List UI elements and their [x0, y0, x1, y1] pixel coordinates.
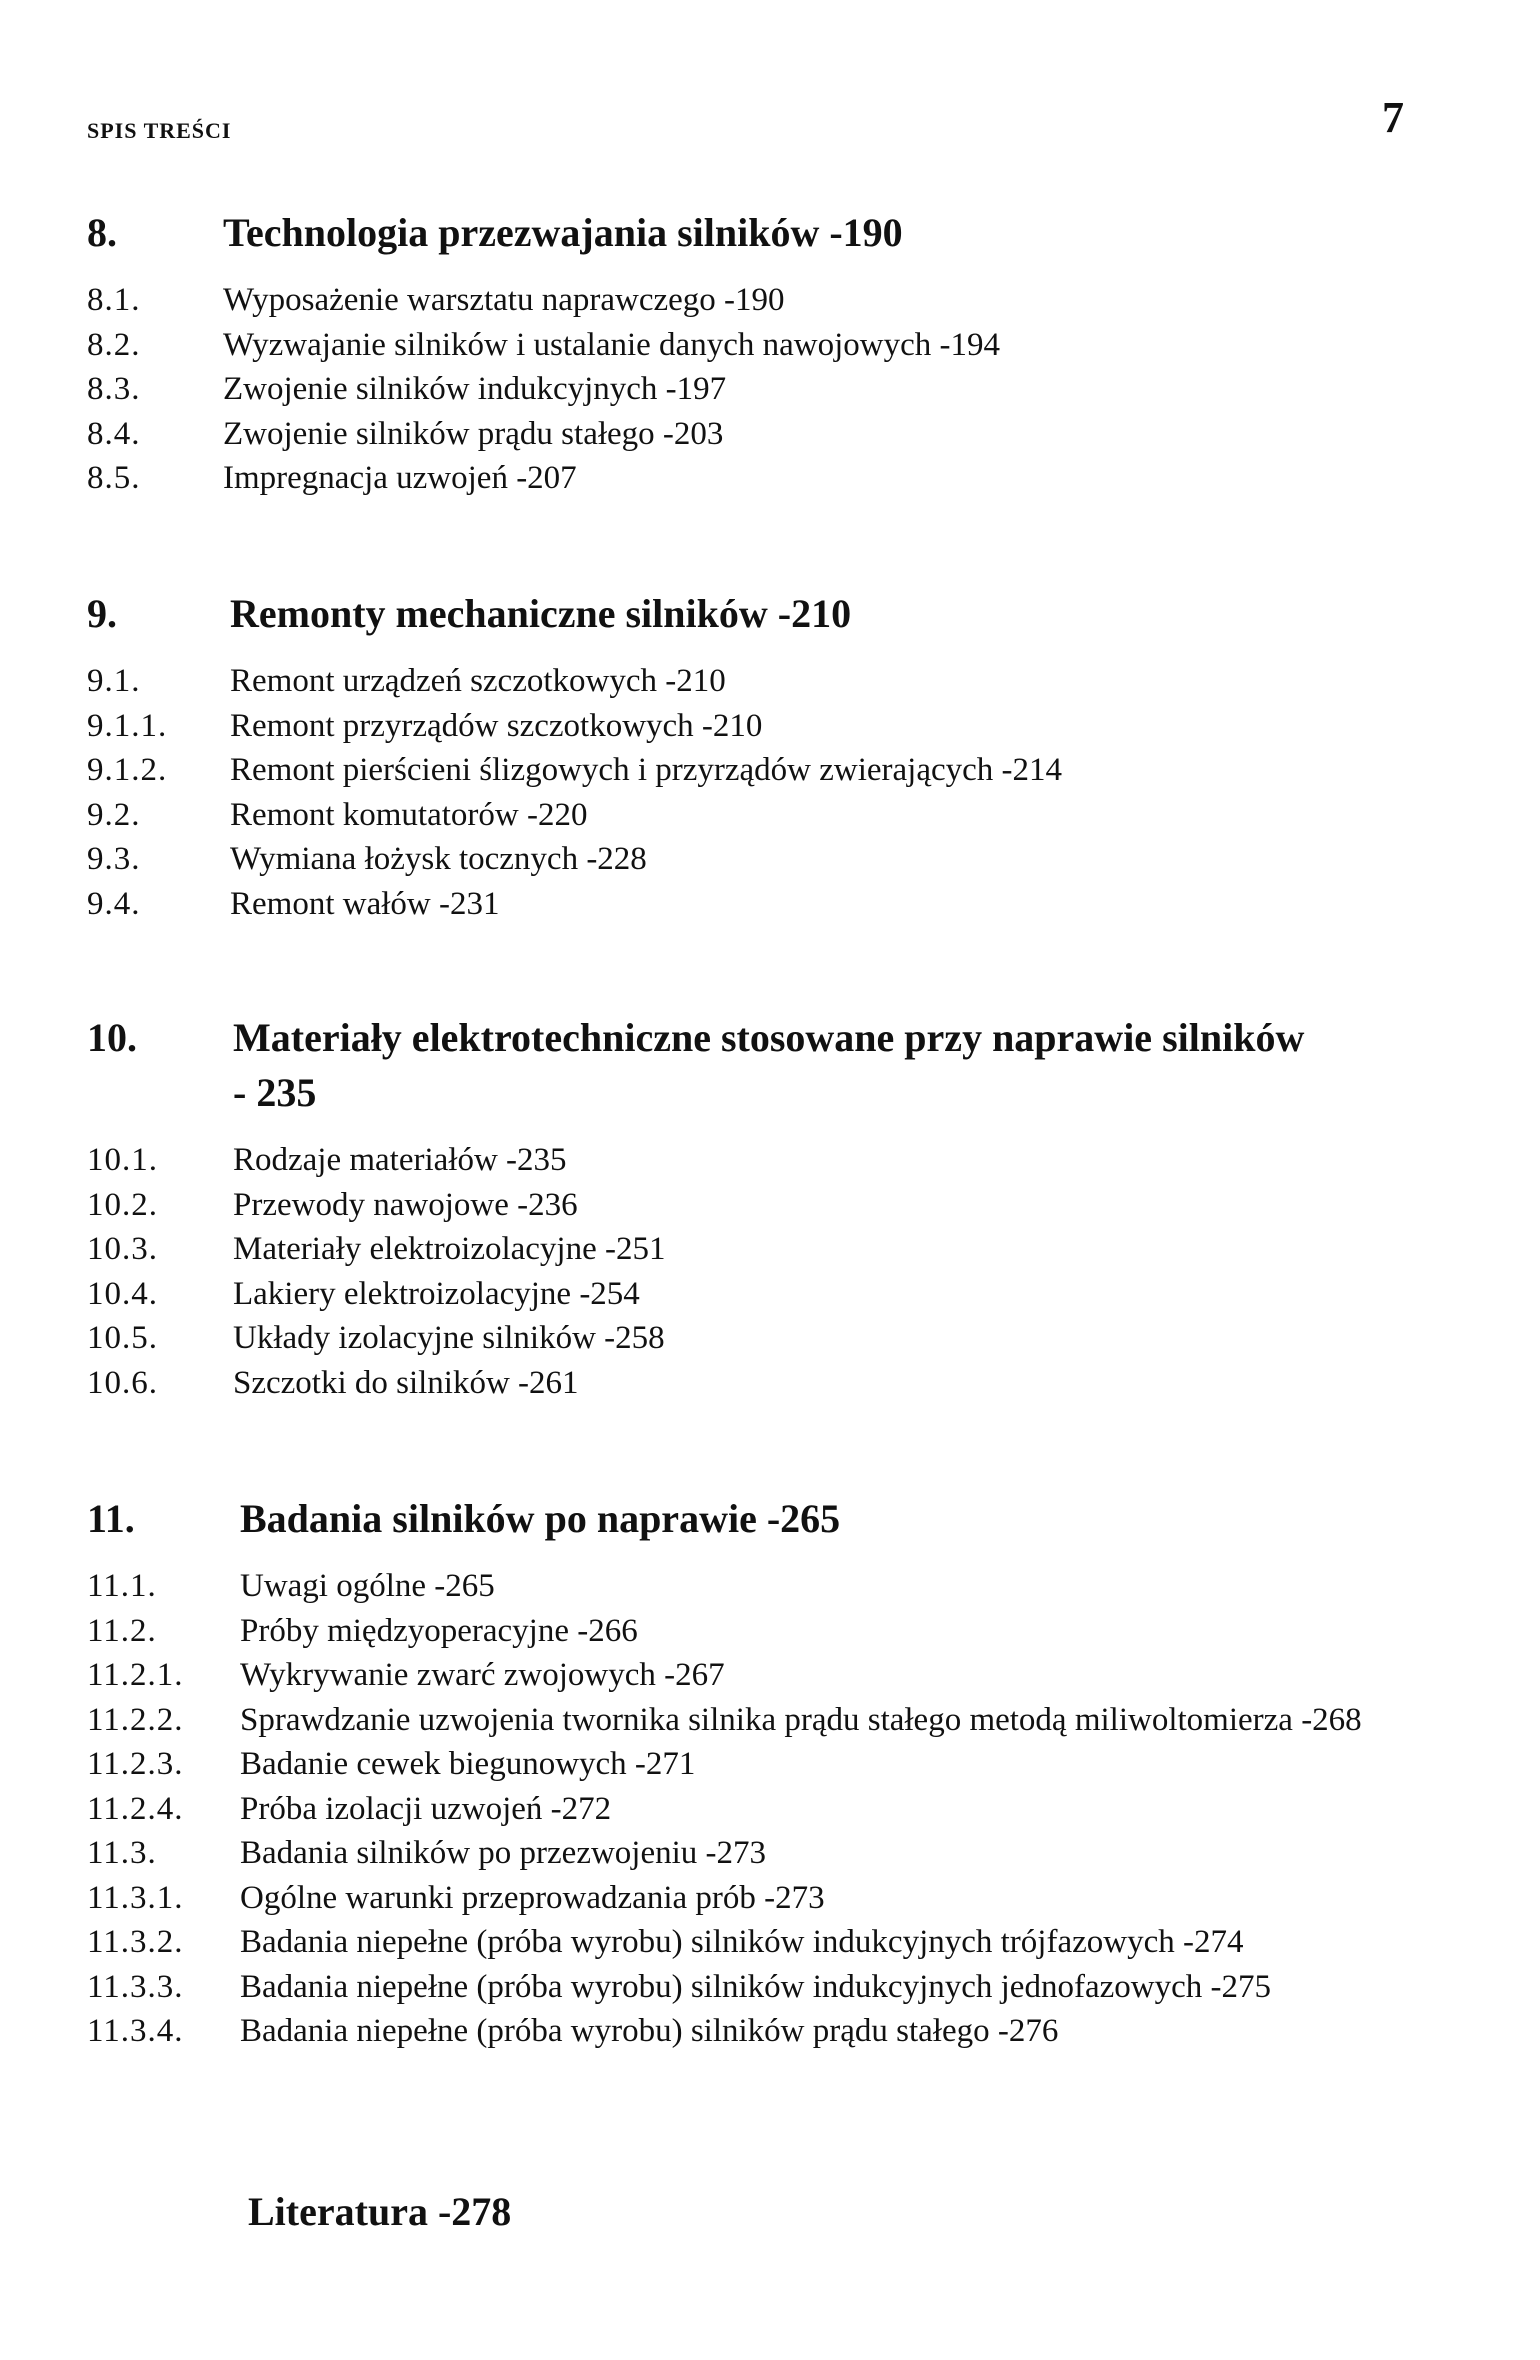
toc-chapter: [87, 586, 1467, 926]
toc-entry: [87, 1183, 1467, 1228]
entry-title: Materiały elektroizolacyjne -251: [233, 1231, 666, 1267]
entry-title: Sprawdzanie uzwojenia twornika silnika prądu stałego metodą miliwoltomierza -268: [240, 1701, 1362, 1738]
toc-entry: [87, 1564, 1467, 1609]
entry-title: Przewody nawojowe -236: [233, 1186, 578, 1223]
entry-title: Próby międzyoperacyjne -266: [240, 1612, 638, 1649]
entry-title: Rodzaje materiałów -235: [233, 1142, 567, 1178]
entry-title: Zwojenie silników indukcyjnych -197: [223, 371, 727, 407]
entry-number: 10.4.: [87, 1275, 158, 1312]
entry-number: 11.2.: [87, 1612, 157, 1649]
entry-number: 11.2.4.: [87, 1790, 184, 1827]
toc-entry: [87, 837, 1467, 882]
toc-entry: [87, 1316, 1467, 1361]
running-header: SPIS TREŚCI: [87, 118, 232, 143]
chapter-heading: [87, 1010, 1467, 1120]
entry-number: 11.1.: [87, 1568, 157, 1604]
chapter-number: 11.: [87, 1496, 135, 1541]
chapter-number: 8.: [87, 210, 117, 255]
toc-entry: [87, 704, 1467, 749]
entry-number: 11.3.: [87, 1835, 157, 1871]
entry-number: 9.2.: [87, 796, 141, 833]
toc-entry: [87, 456, 1467, 501]
toc-entry: [87, 1920, 1467, 1965]
toc-entry: [87, 412, 1467, 457]
toc-entry: [87, 1361, 1467, 1406]
entry-title: Remont pierścieni ślizgowych i przyrządów zwierających -214: [230, 752, 1063, 788]
entry-title: Szczotki do silników -261: [233, 1364, 579, 1401]
toc-entry: [87, 1787, 1467, 1832]
toc-entry: [87, 1272, 1467, 1317]
entry-number: 11.2.2.: [87, 1701, 184, 1738]
entry-number: 9.4.: [87, 885, 141, 922]
toc-entry: [87, 748, 1467, 793]
entry-number: 8.3.: [87, 371, 141, 407]
chapter-heading: [87, 205, 1467, 260]
entry-title: Badanie cewek biegunowych -271: [240, 1746, 696, 1782]
entry-title: Remont komutatorów -220: [230, 796, 588, 833]
entry-number: 10.5.: [87, 1320, 158, 1356]
toc-entry: [87, 1742, 1467, 1787]
toc-chapter: [87, 1010, 1467, 1405]
entry-title: Ogólne warunki przeprowadzania prób -273: [240, 1879, 825, 1916]
toc-entry: [87, 1831, 1467, 1876]
chapter-title: Materiały elektrotechniczne stosowane przy naprawie silników - 235: [233, 1015, 1305, 1115]
entry-title: Wyzwajanie silników i ustalanie danych nawojowych -194: [223, 326, 1000, 363]
entry-number: 11.2.3.: [87, 1746, 184, 1782]
toc-entry: [87, 793, 1467, 838]
toc-chapter: [87, 205, 1467, 501]
toc-entry-literature: Literatura -278: [248, 2189, 512, 2234]
toc-entry: [87, 367, 1467, 412]
entry-number: 11.2.1.: [87, 1657, 184, 1693]
entry-number: 10.6.: [87, 1364, 158, 1401]
entry-title: Uwagi ogólne -265: [240, 1568, 495, 1604]
page-number: 7: [1382, 93, 1404, 142]
entry-number: 8.4.: [87, 415, 141, 452]
entry-title: Remont urządzeń szczotkowych -210: [230, 663, 726, 699]
entry-number: 11.3.4.: [87, 2013, 184, 2049]
entry-title: Badania niepełne (próba wyrobu) silników prądu stałego -276: [240, 2013, 1059, 2049]
entry-number: 11.3.3.: [87, 1968, 184, 2005]
toc-entry: [87, 1965, 1467, 2010]
entry-number: 11.3.2.: [87, 1924, 184, 1960]
toc-entry: [87, 1138, 1467, 1183]
entry-number: 9.1.2.: [87, 752, 168, 788]
toc-chapter: [87, 1491, 1467, 2054]
entry-title: Badania niepełne (próba wyrobu) silników indukcyjnych jednofazowych -275: [240, 1968, 1271, 2005]
chapter-heading: [87, 586, 1467, 641]
entry-title: Wykrywanie zwarć zwojowych -267: [240, 1657, 725, 1693]
toc-entry: [87, 1876, 1467, 1921]
chapter-title: Badania silników po naprawie -265: [240, 1496, 841, 1541]
entry-title: Badania niepełne (próba wyrobu) silników indukcyjnych trójfazowych -274: [240, 1924, 1244, 1960]
entry-number: 10.3.: [87, 1231, 158, 1267]
entry-number: 9.3.: [87, 841, 141, 877]
chapter-title: Technologia przezwajania silników -190: [223, 210, 903, 255]
entry-title: Remont przyrządów szczotkowych -210: [230, 707, 763, 744]
chapter-number: 10.: [87, 1015, 137, 1060]
entry-number: 10.1.: [87, 1142, 158, 1178]
toc-entry: [87, 323, 1467, 368]
toc-entry: [87, 1609, 1467, 1654]
entry-title: Lakiery elektroizolacyjne -254: [233, 1275, 640, 1312]
toc-entry: [87, 278, 1467, 323]
toc-entry: [87, 1227, 1467, 1272]
entry-title: Układy izolacyjne silników -258: [233, 1320, 665, 1356]
entry-number: 10.2.: [87, 1186, 158, 1223]
toc-entry: [87, 1698, 1467, 1743]
entry-number: 11.3.1.: [87, 1879, 184, 1916]
entry-number: 9.1.1.: [87, 707, 168, 744]
entry-title: Remont wałów -231: [230, 885, 500, 922]
chapter-heading: [87, 1491, 1467, 1546]
toc-entry: [87, 1653, 1467, 1698]
entry-number: 8.2.: [87, 326, 141, 363]
entry-title: Wyposażenie warsztatu naprawczego -190: [223, 282, 785, 318]
toc-entry: [87, 882, 1467, 927]
chapter-number: 9.: [87, 591, 117, 636]
entry-title: Badania silników po przezwojeniu -273: [240, 1835, 767, 1871]
entry-number: 9.1.: [87, 663, 141, 699]
entry-title: Próba izolacji uzwojeń -272: [240, 1790, 612, 1827]
entry-title: Zwojenie silników prądu stałego -203: [223, 415, 724, 452]
entry-title: Impregnacja uzwojeń -207: [223, 460, 577, 496]
toc-entry: [87, 659, 1467, 704]
entry-number: 8.1.: [87, 282, 141, 318]
entry-title: Wymiana łożysk tocznych -228: [230, 841, 647, 877]
toc-entry: [87, 2009, 1467, 2054]
chapter-title: Remonty mechaniczne silników -210: [230, 591, 852, 636]
entry-number: 8.5.: [87, 460, 141, 496]
